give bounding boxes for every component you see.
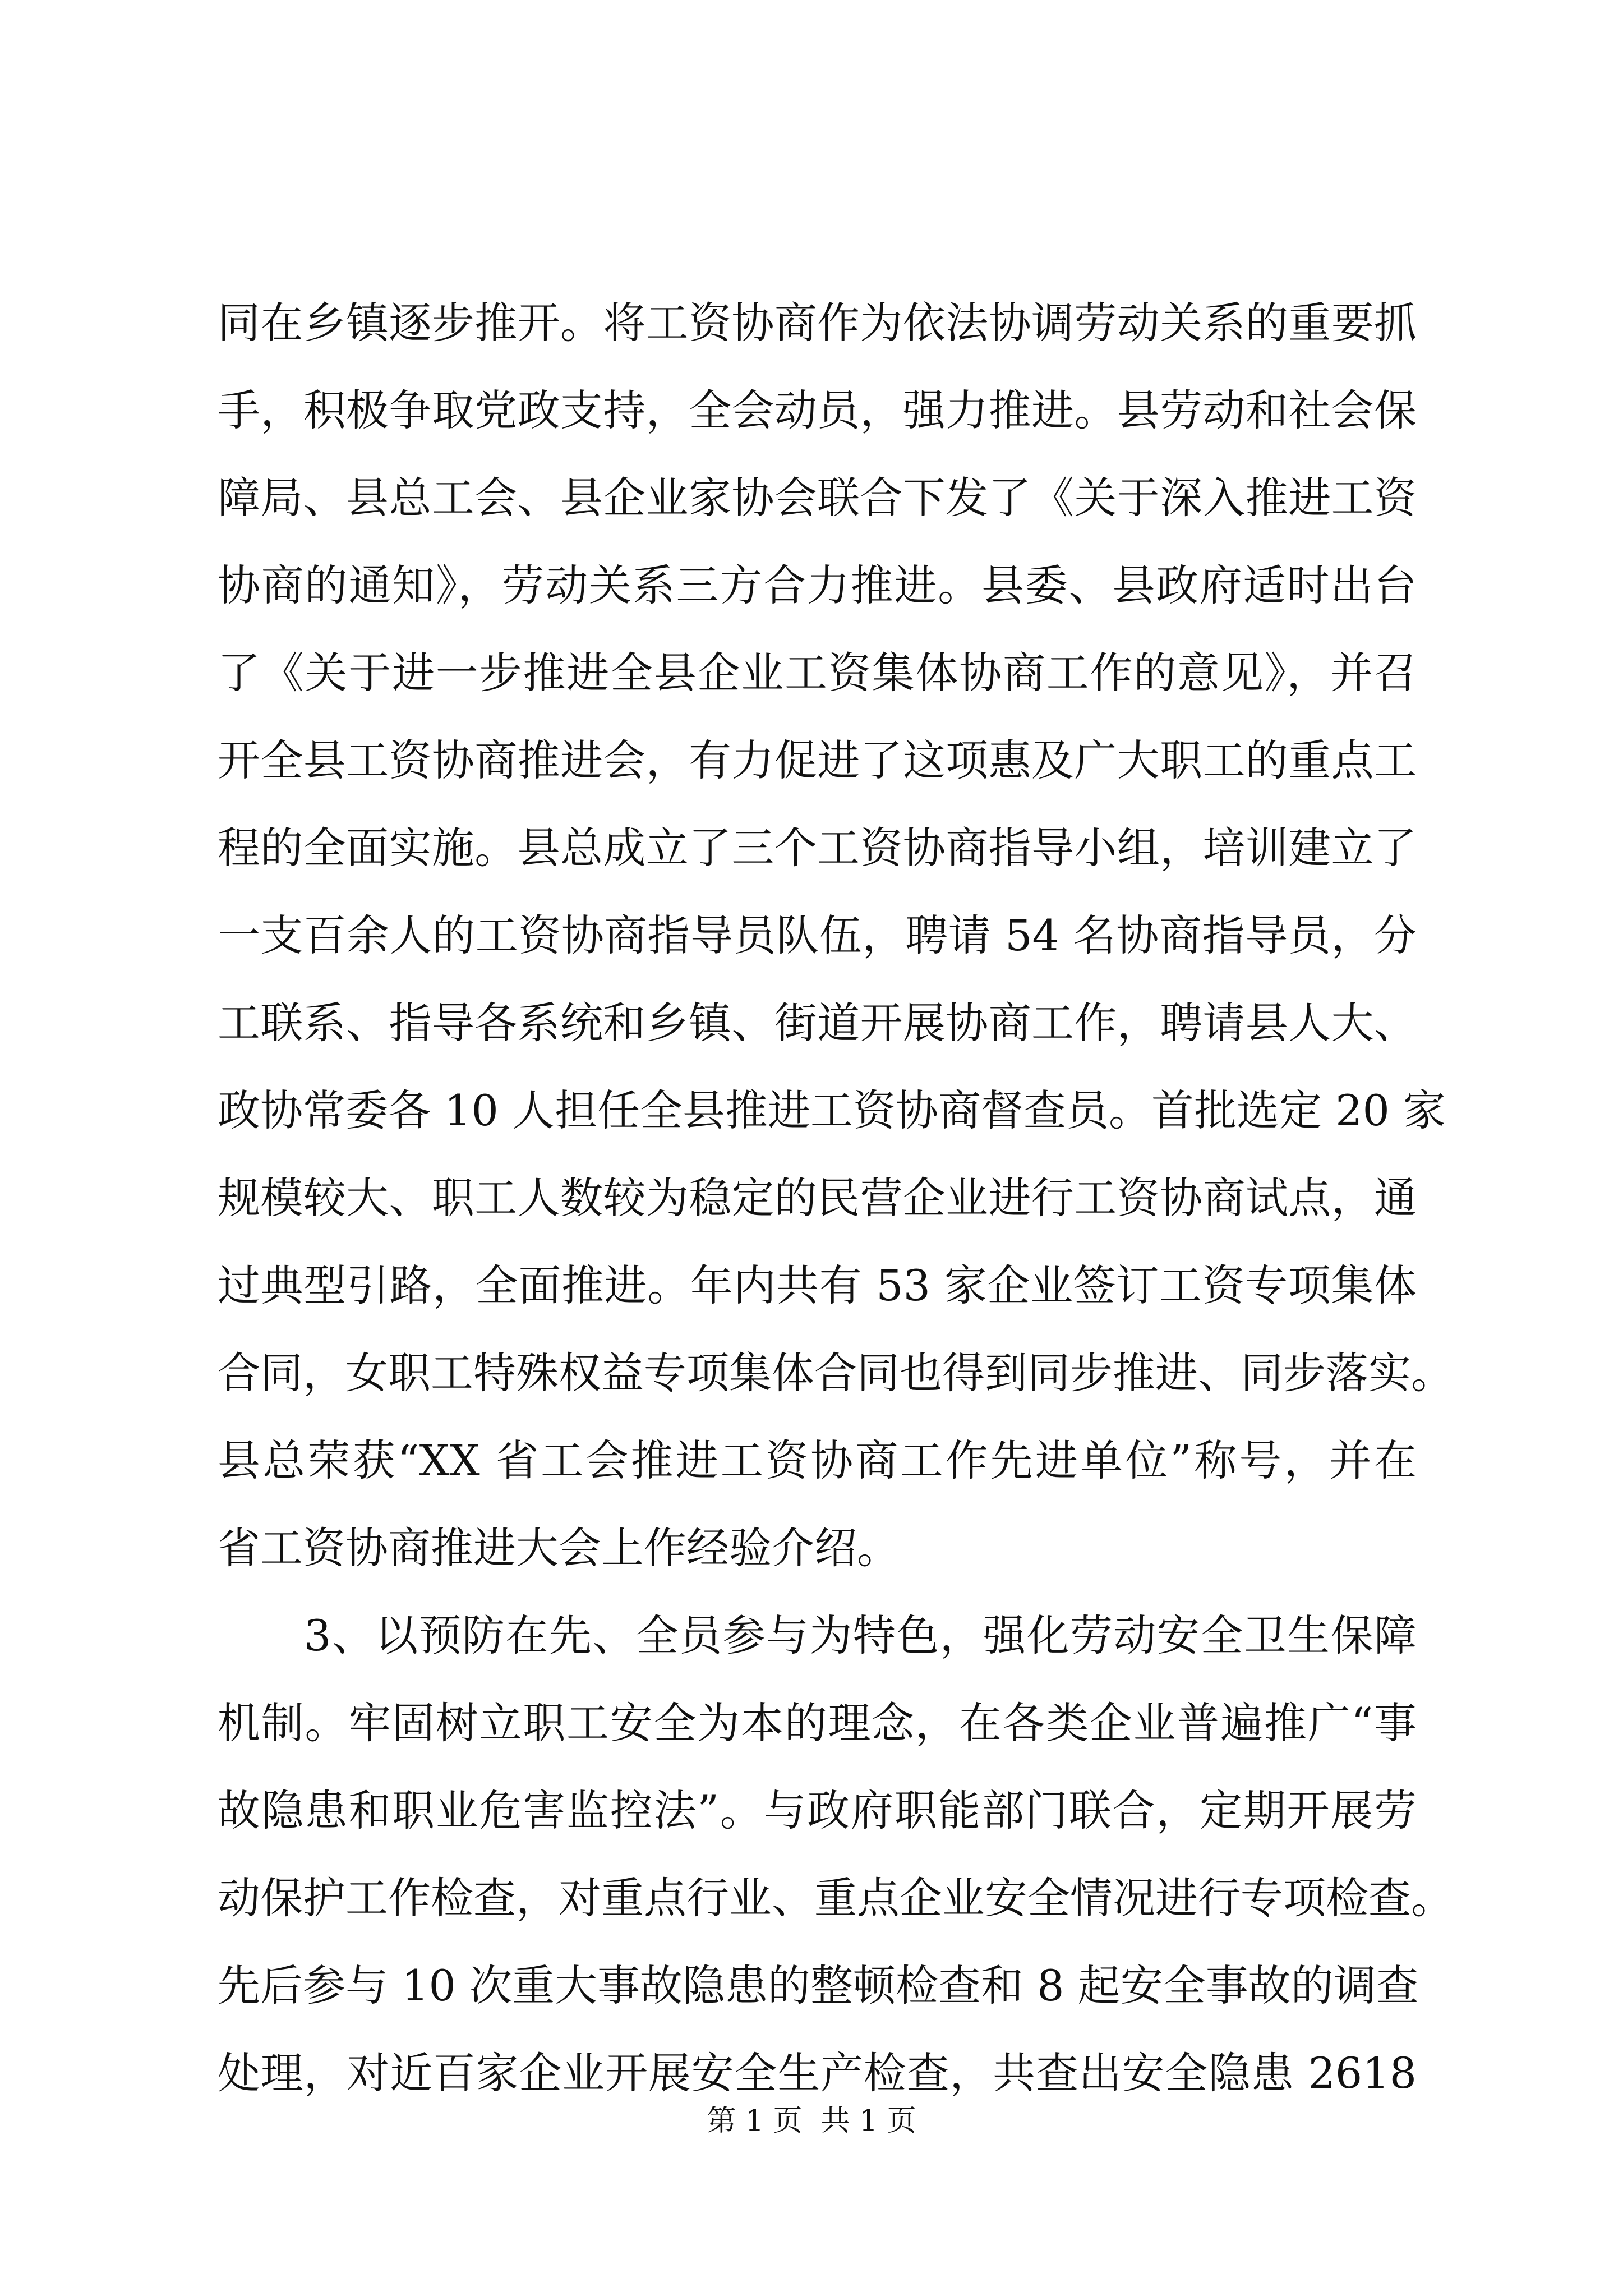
text-line: 工联系、指导各系统和乡镇、街道开展协商工作，聘请县人大、 bbox=[218, 998, 1417, 1048]
text-line: 政协常委各 10 人担任全县推进工资协商督查员。首批选定 20 家 bbox=[218, 1085, 1446, 1135]
document-body bbox=[218, 279, 1454, 2117]
text-line: 先后参与 10 次重大事故隐患的整顿检查和 8 起安全事故的调查 bbox=[218, 1961, 1419, 2010]
text-line: 县总荣获“XX 省工会推进工资协商工作先进单位”称号，并在 bbox=[218, 1435, 1417, 1485]
page-footer: 第 1 页 共 1 页 bbox=[707, 2104, 916, 2138]
text-line: 一支百余人的工资协商指导员队伍，聘请 54 名协商指导员，分 bbox=[218, 910, 1417, 960]
text-line: 协商的通知》，劳动关系三方合力推进。县委、县政府适时出台 bbox=[218, 560, 1417, 610]
text-line: 障局、县总工会、县企业家协会联合下发了《关于深入推进工资 bbox=[218, 473, 1417, 523]
text-line: 规模较大、职工人数较为稳定的民营企业进行工资协商试点，通 bbox=[218, 1173, 1417, 1223]
paragraph-end-line: 省工资协商推进大会上作经验介绍。 bbox=[218, 1523, 900, 1573]
text-line: 同在乡镇逐步推开。将工资协商作为依法协调劳动关系的重要抓 bbox=[218, 298, 1417, 348]
text-line: 开全县工资协商推进会，有力促进了这项惠及广大职工的重点工 bbox=[218, 735, 1417, 785]
text-line: 机制。牢固树立职工安全为本的理念，在各类企业普遍推广“事 bbox=[218, 1698, 1417, 1748]
text-line: 合同，女职工特殊权益专项集体合同也得到同步推进、同步落实。 bbox=[218, 1348, 1454, 1398]
text-line: 动保护工作检查，对重点行业、重点企业安全情况进行专项检查。 bbox=[218, 1873, 1454, 1923]
text-line: 过典型引路，全面推进。年内共有 53 家企业签订工资专项集体 bbox=[218, 1260, 1417, 1310]
text-line: 程的全面实施。县总成立了三个工资协商指导小组，培训建立了 bbox=[218, 823, 1417, 873]
text-line: 故隐患和职业危害监控法”。与政府职能部门联合，定期开展劳 bbox=[218, 1786, 1417, 1835]
paragraph-first-line: 3、以预防在先、全员参与为特色，强化劳动安全卫生保障 bbox=[304, 1611, 1417, 1660]
text-line: 处理，对近百家企业开展安全生产检查，共查出安全隐患 2618 bbox=[218, 2048, 1417, 2098]
text-line: 手，积极争取党政支持，全会动员，强力推进。县劳动和社会保 bbox=[218, 385, 1417, 435]
text-line: 了《关于进一步推进全县企业工资集体协商工作的意见》，并召 bbox=[218, 648, 1417, 698]
